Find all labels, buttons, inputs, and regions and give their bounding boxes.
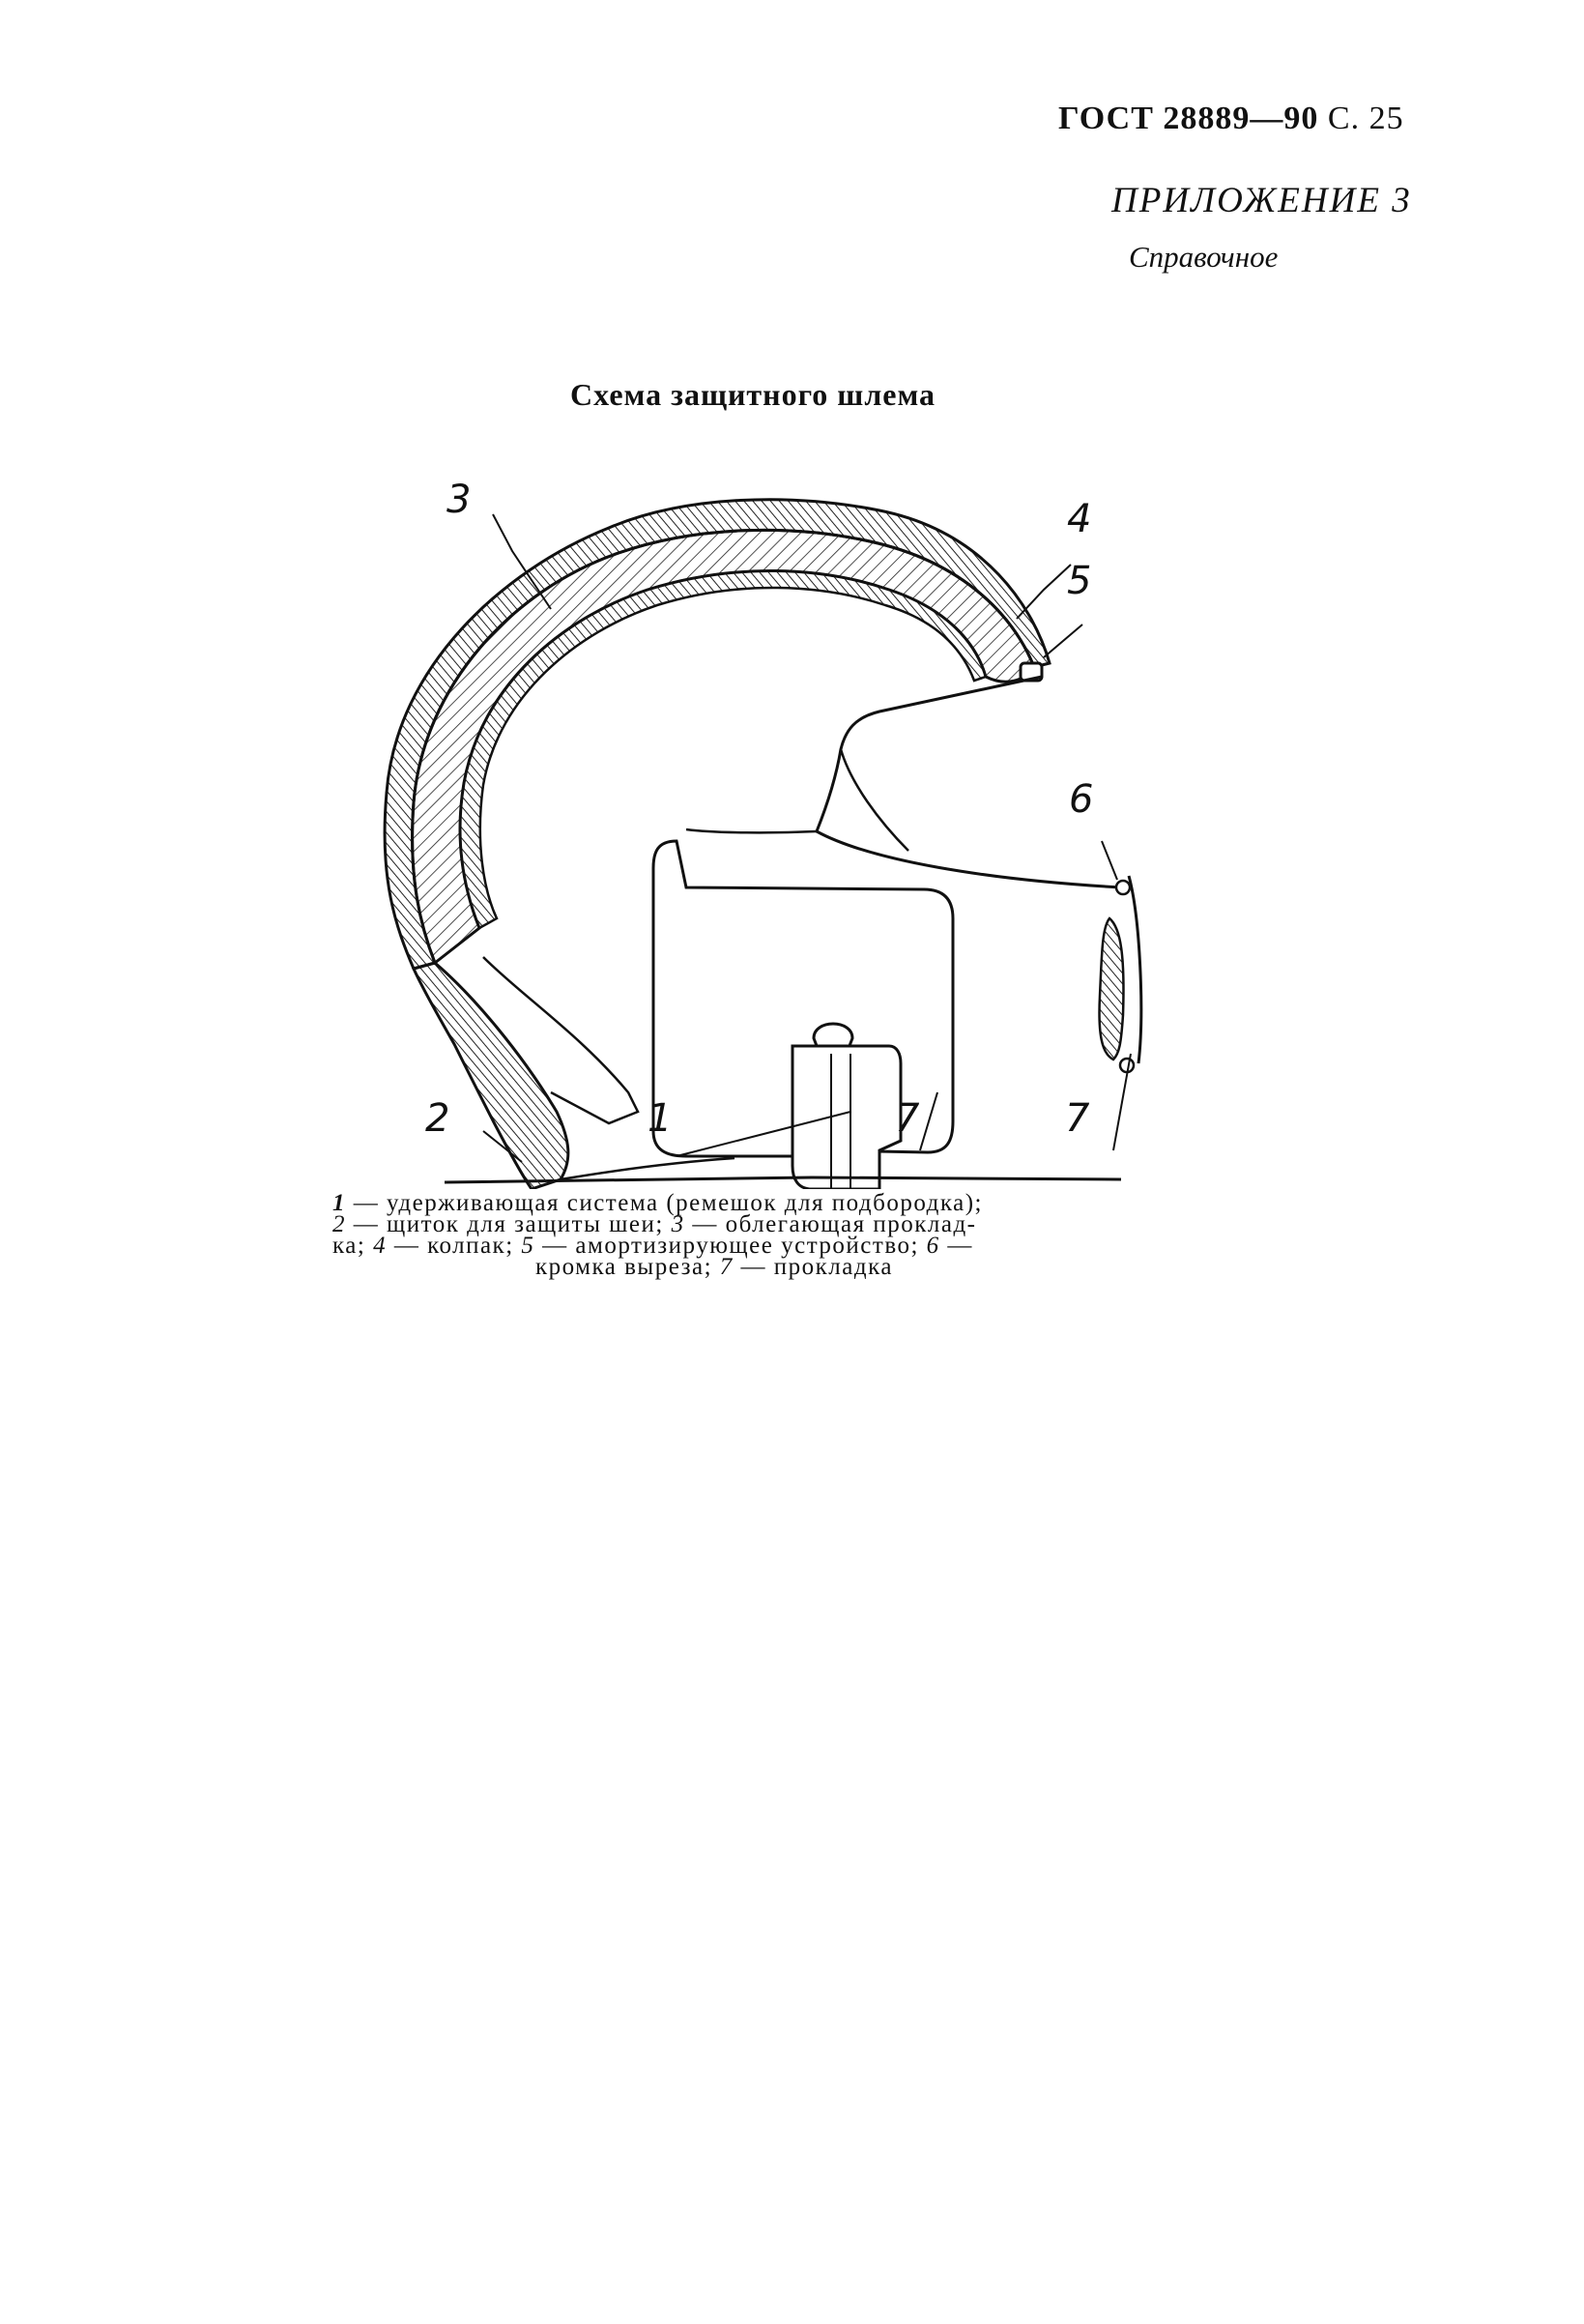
callout-4: 4	[1067, 497, 1092, 541]
face-edge	[1129, 876, 1141, 1063]
callout-3: 3	[446, 478, 472, 522]
legend-text-3: — облегающая проклад-	[684, 1211, 977, 1237]
legend-num-2: 2	[332, 1211, 346, 1237]
legend-text-5: — амортизирующее устройство;	[534, 1233, 927, 1259]
callout-6: 6	[1069, 777, 1094, 822]
figure-title: Схема защитного шлема	[570, 377, 936, 412]
callout-7-right: 7	[1065, 1096, 1090, 1141]
legend-num-6: 6	[926, 1233, 940, 1259]
legend-text-2: — щиток для защиты шеи;	[346, 1211, 672, 1237]
appendix-title: ПРИЛОЖЕНИЕ 3	[1111, 181, 1412, 220]
neck-guard	[414, 963, 568, 1189]
legend-text-1: — удерживающая система (ремешок для подбородка);	[346, 1190, 983, 1216]
helmet-diagram	[367, 474, 1198, 1189]
legend-num-7: 7	[719, 1254, 734, 1280]
callout-7-left: 7	[895, 1096, 920, 1141]
legend-num-4: 4	[373, 1233, 388, 1259]
header-doc-ref	[1058, 101, 1404, 137]
appendix-subtitle: Справочное	[1129, 240, 1279, 274]
page-number: С. 25	[1327, 101, 1404, 136]
legend-num-3: 3	[671, 1211, 685, 1237]
callout-5: 5	[1067, 559, 1092, 603]
legend-text-6: —	[939, 1233, 973, 1259]
legend-line-4	[332, 1254, 1173, 1280]
face-pad	[1100, 918, 1124, 1060]
legend-text-3b: ка;	[332, 1233, 374, 1259]
figure-legend	[332, 1190, 1173, 1280]
legend-num-1: 1	[332, 1190, 346, 1216]
legend-text-6b: кромка выреза;	[535, 1254, 720, 1280]
callout-1: 1	[648, 1096, 673, 1141]
legend-text-7: — прокладка	[733, 1254, 893, 1280]
legend-num-5: 5	[521, 1233, 535, 1259]
legend-text-4: — колпак;	[387, 1233, 522, 1259]
chin-strap-lower	[792, 1046, 901, 1189]
callout-2: 2	[425, 1096, 450, 1141]
standard-number: ГОСТ 28889—90	[1058, 101, 1319, 136]
